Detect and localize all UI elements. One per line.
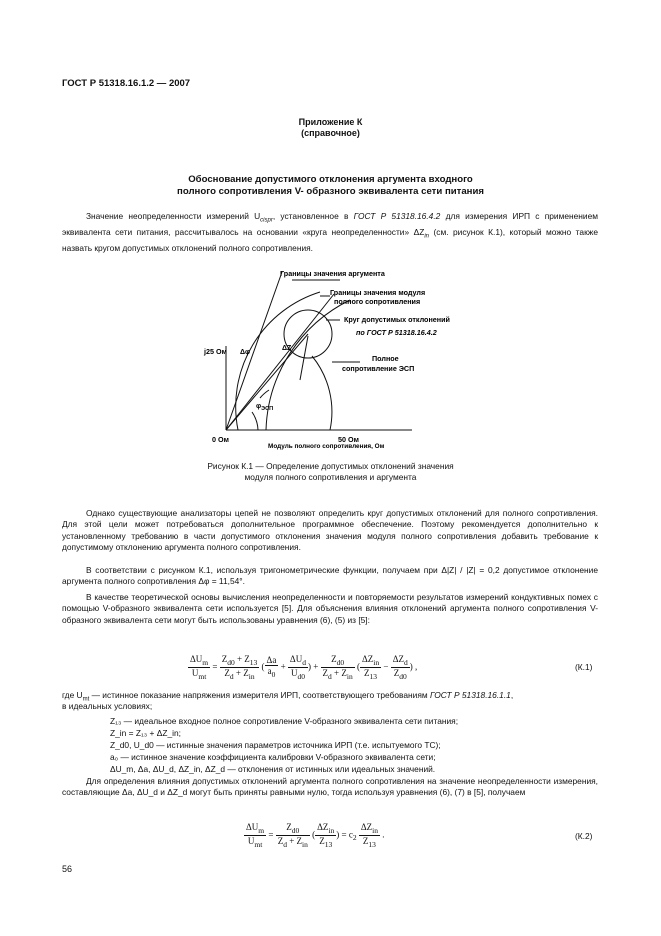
impedance-locus-arc [312, 356, 332, 430]
dphi-arc [260, 390, 269, 398]
label-phi: $\varphi_{ЭСП}$ [256, 401, 274, 412]
figure-caption-line-1: Рисунок К.1 — Определение допустимых отклонений значения [207, 461, 454, 471]
paragraph-1: Однако существующие анализаторы цепей не позволяют определить круг допустимых отклонений для полного сопротивления. Для этой цели может потребоваться дополнительное программное обеспечение. Поэтому рекомендуется дополнительно к установленному требованию в части допустимого отклонения значения модуля полного сопротивления добавить требование к допустимому отклонению аргумента полного сопротивления. [62, 508, 598, 553]
equation-k1: $\frac{\Delta U_m}{U_{mt}}$ = $\frac{Z_{d0} + Z_{13}}{Z_d + Z_{in}}$ ( $\frac{\Delta a}{a_0}$ + $\frac{\Delta U_d}{U_{d0}}$ ) + $\frac{Z_{d0}}{Z_d + Z_{in}}$ ( $\frac{\Delta Z_{in}}{Z_{13}}$ − $\frac{\Delta Z_d}{Z_{d0}}$ ) , [190, 654, 418, 681]
label-arg-bounds: Границы значения аргумента [280, 269, 385, 278]
label-mod-bounds-2: полного сопротивления [334, 297, 421, 306]
figure-k1 [200, 262, 470, 450]
equation-number-k1: (К.1) [575, 662, 593, 672]
label-impedance-2: сопротивление ЭСП [342, 364, 415, 373]
paragraph-2: В соответствии с рисунком К.1, используя тригонометрические функции, получаем при Δ|Z| / |Z| = 0,2 допустимое отклонение аргумента полного сопротивления Δφ = 11,54°. [62, 565, 598, 587]
label-y-25: j25 Ом [204, 347, 227, 356]
appendix-subtitle: (справочное) [301, 128, 360, 138]
equation-k2: $\frac{\Delta U_m}{U_{mt}}$ = $\frac{Z_{d0}}{Z_d + Z_{in}}$ ( $\frac{\Delta Z_{in}}{Z_{13}}$ ) = $c_2$ $\frac{\Delta Z_{in}}{Z_{13}}$ . [246, 822, 385, 849]
equation-number-k2: (К.2) [575, 831, 593, 841]
label-dz: ΔZ [282, 345, 292, 352]
mod-bound-arc-inner [236, 292, 320, 430]
label-dphi: Δφ [240, 349, 251, 356]
label-mod-bounds-1: Границы значения модуля [330, 288, 426, 297]
where-line-1: где $U_{mt}$ — истинное показание напряжения измерителя ИРП, соответствующего требованиям ГОСТ Р 51318.16.1.1, [62, 690, 514, 703]
figure-caption-line-2: модуля полного сопротивления и аргумента [244, 472, 417, 482]
intro-paragraph: Значение неопределенности измерений $U_{cispr}$, установленное в ГОСТ Р 51318.16.4.2 для измерения ИРП с применением эквивалента сети питания, рассчитывалось на основании «круга неопределенности» $\Delta Z_{in}$ (см. рисунок К.1), который можно также назвать кругом допустимых отклонений полного сопротивления. [62, 211, 599, 254]
label-impedance-1: Полное [372, 354, 399, 363]
definition-zd0-ud0: Z_d0, U_d0 — истинные значения параметров источника ИРП (т.е. испытуемого ТС); [110, 740, 441, 750]
arg-bound-line-upper [226, 272, 282, 430]
definition-deviations: ΔU_m, Δa, ΔU_d, ΔZ_in, ΔZ_d — отклонения от истинных или идеальных значений. [110, 764, 436, 774]
heading-line-1: Обоснование допустимого отклонения аргумента входного [188, 174, 473, 185]
arg-bound-line-lower [226, 294, 334, 430]
appendix-title: Приложение К [298, 117, 363, 127]
label-circle-1: Круг допустимых отклонений [344, 315, 450, 324]
definition-a0: a₀ — истинное значение коэффициента калибровки V-образного эквивалента сети; [110, 752, 436, 762]
page-number: 56 [62, 864, 73, 874]
heading-line-2: полного сопротивления V- образного эквивалента сети питания [177, 186, 484, 197]
where-line-2: в идеальных условиях; [62, 701, 153, 711]
paragraph-4: Для определения влияния допустимых отклонений аргумента полного сопротивления на значение неопределенности измерения, составляющие Δa, ΔU_d и ΔZ_d могут быть приняты равными нулю, тогда используя уравнения (6), (7) в [5], получаем [62, 776, 598, 798]
definition-zin: Z_in = Z₁₃ + ΔZ_in; [110, 728, 181, 738]
phi-arc [252, 412, 258, 430]
document-header: ГОСТ Р 51318.16.1.2 — 2007 [62, 78, 191, 89]
label-50: 50 Ом [338, 435, 359, 444]
label-x-axis: Модуль полного сопротивления, Ом [268, 443, 385, 450]
paragraph-3: В качестве теоретической основы вычисления неопределенности и повторяемости результатов измерений кондуктивных помех с помощью V-образного эквивалента сети используется [5]. Для объяснения влияния отклонений аргумента полного сопротивления V-образного эквивалента сети могут быть использованы уравнения (6), (5) из [5]: [62, 592, 598, 625]
label-circle-2: по ГОСТ Р 51318.16.4.2 [356, 328, 437, 337]
label-origin: 0 Ом [212, 435, 229, 444]
definition-z13: Z₁₃ — идеальное входное полное сопротивление V-образного эквивалента сети питания; [110, 716, 459, 726]
